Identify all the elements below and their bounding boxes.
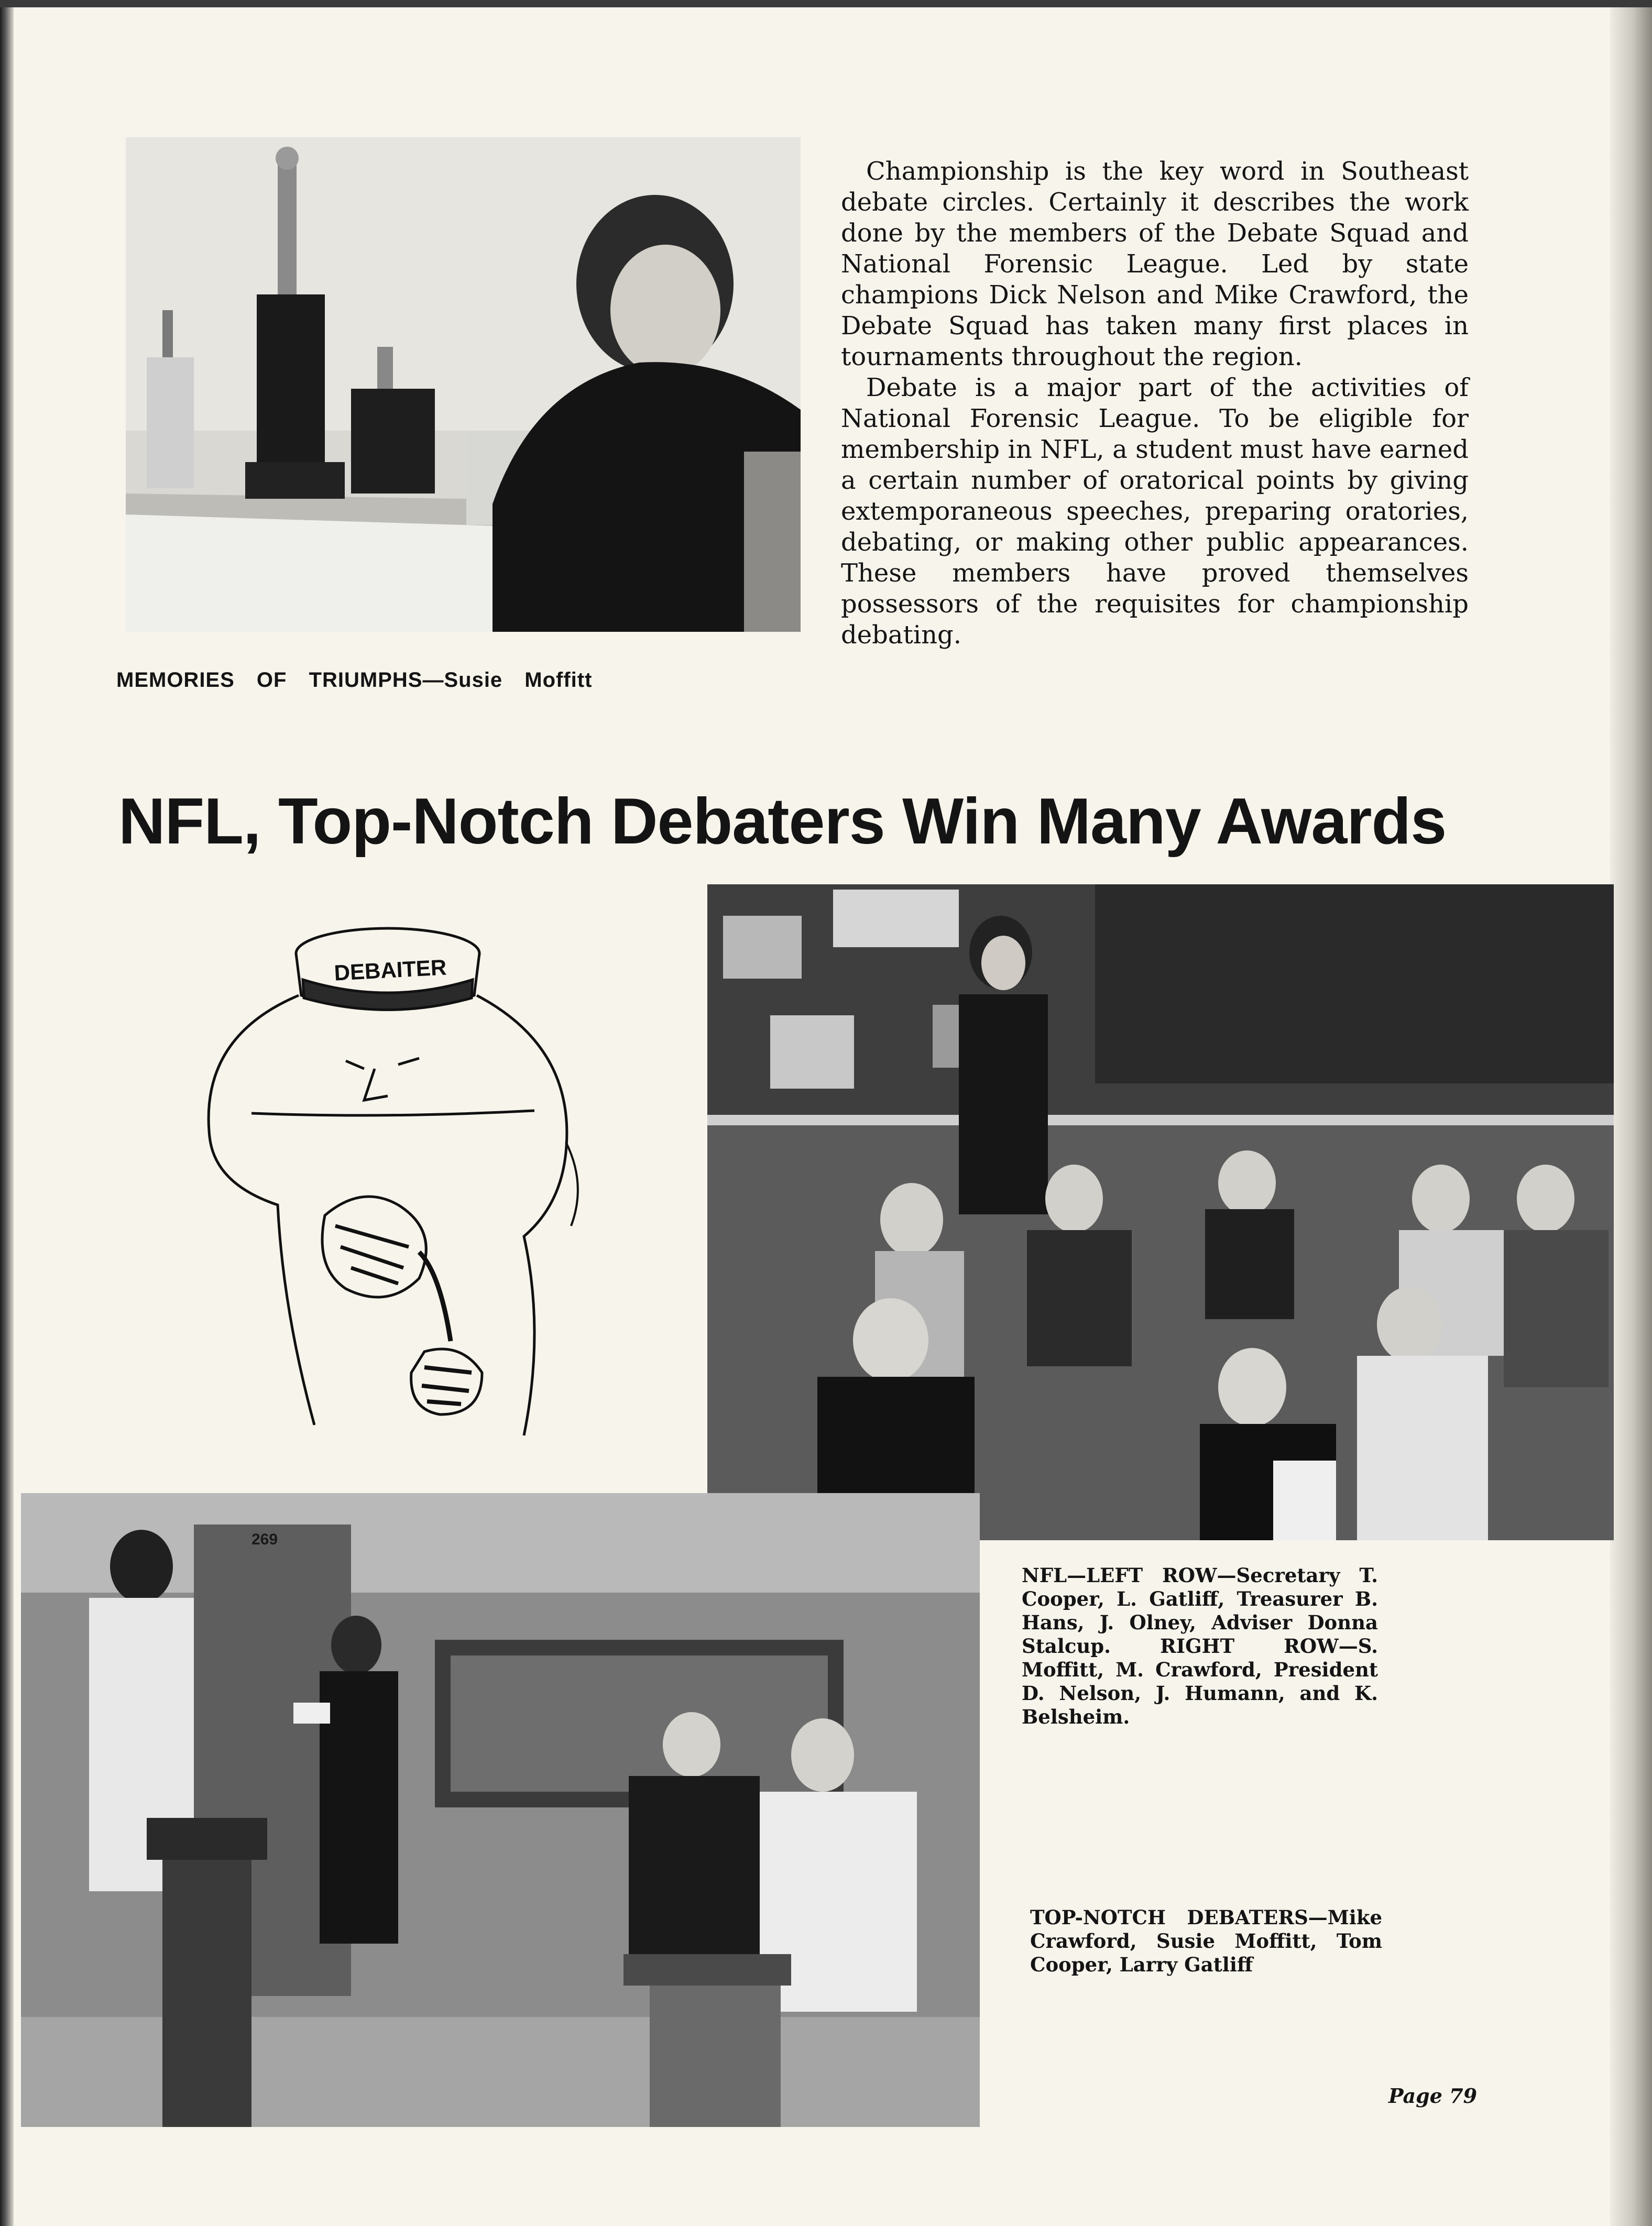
trophies-photo: [126, 137, 801, 632]
nfl-photo-caption: NFL—LEFT ROW—Secretary T. Cooper, L. Gatliff, Treasurer B. Hans, J. Olney, Adviser Donna Stalcup. RIGHT ROW—S. Moffitt, M. Crawford, President D. Nelson, J. Humann, and K. Belsheim.: [1022, 1564, 1378, 1728]
nfl-group-photo: [707, 884, 1614, 1540]
page-headline: NFL, Top-Notch Debaters Win Many Awards: [118, 785, 1447, 858]
intro-paragraph-2: Debate is a major part of the activities of National Forensic League. To be eligible for membership in NFL, a student must have earned a certain number of oratorical points by giving extemporaneous speeches, preparing oratories, debating, or making other public appearances. These members have proved themselves possessors of the requisites for championship debating.: [841, 373, 1469, 650]
debaters-photo: [21, 1493, 980, 2127]
cartoon-hat-label: DEBAITER: [333, 955, 447, 985]
door-number: 269: [251, 1531, 278, 1548]
page-binding-edge: [0, 0, 14, 2226]
trophies-photo-caption: MEMORIES OF TRIUMPHS—Susie Moffitt: [116, 668, 593, 692]
debaters-photo-caption: TOP-NOTCH DEBATERS—Mike Crawford, Susie Moffitt, Tom Cooper, Larry Gatliff: [1030, 1906, 1382, 1976]
intro-text: [841, 156, 1469, 651]
intro-paragraph-1: Championship is the key word in Southeast debate circles. Certainly it describes the work done by the members of the Debate Squad and National Forensic League. Led by state champions Dick Nelson and Mike Crawford, the Debate Squad has taken many first places in tournaments throughout the region.: [841, 157, 1469, 371]
page-number: Page 79: [1388, 2084, 1478, 2108]
debaiter-cartoon: [126, 912, 692, 1488]
page-right-edge: [1610, 0, 1652, 2226]
page-top-edge: [0, 0, 1652, 7]
